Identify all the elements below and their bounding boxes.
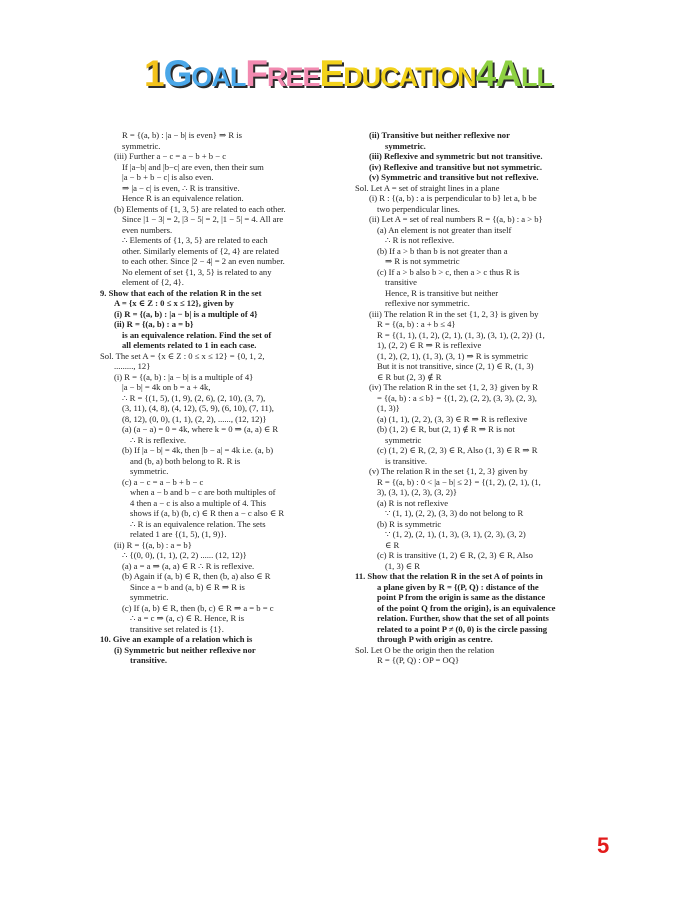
- text-line: (b) Again if (a, b) ∈ R, then (b, a) also ∈ R: [122, 571, 271, 581]
- text-line: ∵ (1, 1), (2, 2), (3, 3) do not belong to R: [385, 508, 524, 518]
- text-line: (ii) Transitive but neither reflexive nor: [369, 130, 510, 140]
- text-line: ∴ R = {(1, 5), (1, 9), (2, 6), (2, 10), (3, 7),: [122, 392, 266, 403]
- text-line: (a) An element is not greater than itself: [377, 224, 512, 235]
- brand-part: G: [163, 53, 192, 94]
- brand-part: F: [245, 53, 267, 94]
- text-line: (iv) Reflexive and transitive but not symmetric.: [369, 161, 543, 172]
- text-line: (c) R is transitive (1, 2) ∈ R, (2, 3) ∈ R, Also: [377, 550, 533, 560]
- text-line: (iii) The relation R in the set {1, 2, 3} is given by: [369, 308, 539, 319]
- text-line: ⇒ |a − c| is even, ∴ R is transitive.: [122, 182, 240, 193]
- text-line: ∴ Elements of {1, 3, 5} are related to each: [122, 235, 268, 245]
- text-line: and (b, a) both belong to R. R is: [130, 455, 241, 466]
- text-line: R = {(a, b) : |a − b| is even} ⇒ R is: [122, 130, 242, 140]
- text-line: (i) R = {(a, b) : |a − b| is a multiple of 4}: [114, 371, 254, 382]
- text-line: (iv) The relation R in the set {1, 2, 3} given by R: [369, 382, 538, 392]
- text-line: transitive set related is {1}.: [130, 623, 224, 634]
- text-line: Sol. The set A = {x ∈ Z : 0 ≤ x ≤ 12} = {0, 1, 2,: [100, 350, 265, 361]
- text-line: of the point Q from the origin}, is an equivalence: [377, 602, 556, 613]
- text-line: (3, 11), (4, 8), (4, 12), (5, 9), (6, 10), (7, 11),: [122, 403, 274, 413]
- text-line: ⇒ R is not symmetric: [385, 256, 460, 266]
- brand-part: 4: [475, 53, 496, 94]
- text-line: Since |1 − 3| = 2, |3 − 5| = 2, |1 − 5| = 4. All are: [122, 214, 284, 224]
- text-line: ∈ R: [385, 539, 400, 550]
- text-line: 10. Give an example of a relation which is: [100, 634, 253, 644]
- text-line: to each other. Since |2 − 4| = 2 an even number.: [122, 256, 285, 266]
- text-line: symmetric.: [130, 466, 169, 476]
- left-column: [100, 130, 350, 666]
- text-line: related to a point P ≠ (0, 0) is the circle passing: [377, 623, 548, 634]
- text-line: symmetric.: [122, 140, 161, 151]
- text-line: symmetric: [385, 434, 422, 445]
- text-line: ∴ R is reflexive.: [130, 434, 187, 445]
- brand-part: REE: [266, 62, 320, 92]
- text-line: point P from the origin is same as the distance: [377, 592, 546, 602]
- text-line: A = {x ∈ Z : 0 ≤ x ≤ 12}, given by: [114, 298, 234, 308]
- right-column: [355, 130, 603, 666]
- text-line: 1), (2, 2) ∈ R ⇒ R is reflexive: [377, 340, 482, 350]
- text-line: reflexive nor symmetric.: [385, 298, 470, 308]
- text-line: (8, 12), (0, 0), (1, 1), (2, 2), ......, (12, 12)}: [122, 413, 267, 424]
- text-line: 11. Show that the relation R in the set A of points in: [355, 571, 543, 581]
- text-line: ∴ R is an equivalence relation. The sets: [130, 518, 266, 529]
- text-line: symmetric.: [130, 592, 169, 602]
- text-line: element of {2, 4}.: [122, 277, 184, 287]
- brand-part: DUCATION: [343, 62, 476, 92]
- text-line: (ii) Let A = set of real numbers R = {(a, b) : a > b}: [369, 214, 543, 224]
- text-line: (c) If (a, b) ∈ R, then (b, c) ∈ R ⇒ a = b = c: [122, 602, 274, 613]
- page-number: 5: [597, 833, 610, 858]
- text-line: (ii) R = {(a, b) : a = b}: [114, 539, 192, 550]
- text-line: (iii) Reflexive and symmetric but not transitive.: [369, 151, 543, 161]
- text-line: (1, 3)}: [377, 403, 400, 413]
- text-line: (a) a = a ⇒ (a, a) ∈ R ∴ R is reflexive.: [122, 560, 255, 571]
- text-line: ........., 12}: [114, 361, 151, 371]
- brand-part: E: [319, 53, 344, 94]
- text-line: (b) (1, 2) ∈ R, but (2, 1) ∉ R ⇒ R is not: [377, 424, 515, 434]
- text-line: (i) Symmetric but neither reflexive nor: [114, 644, 256, 655]
- text-line: (1, 2), (2, 1), (1, 3), (3, 1) ⇒ R is symmetric: [377, 350, 528, 361]
- brand-part: OAL: [191, 62, 246, 92]
- brand-part: LL: [520, 62, 552, 92]
- text-line: (b) R is symmetric: [377, 518, 442, 529]
- text-line: ∴ a = c ⇒ (a, c) ∈ R. Hence, R is: [130, 613, 245, 623]
- text-line: (v) Symmetric and transitive but not reflexive.: [369, 172, 539, 182]
- text-line: ∴ R is not reflexive.: [385, 235, 455, 245]
- brand-part: 1: [144, 53, 164, 94]
- text-line: (i) R = {(a, b) : |a − b| is a multiple of 4}: [114, 308, 258, 319]
- text-line: symmetric.: [385, 140, 426, 151]
- text-line: (1, 3) ∈ R: [385, 560, 421, 571]
- text-line: = {(a, b) : a ≤ b} = {(1, 2), (2, 2), (3, 3), (2, 3),: [377, 392, 537, 403]
- text-line: a plane given by R = {(P, Q) : distance of the: [377, 581, 539, 592]
- text-line: But it is not transitive, since (2, 1) ∈ R, (1, 3): [377, 361, 534, 371]
- text-line: Sol. Let A = set of straight lines in a plane: [355, 182, 500, 193]
- text-line: |a − b + b − c| is also even.: [122, 172, 214, 182]
- text-line: (c) a − c = a − b + b − c: [122, 476, 204, 487]
- text-line: is an equivalence relation. Find the set of: [122, 329, 272, 340]
- text-line: (b) If a > b than b is not greater than a: [377, 245, 508, 256]
- text-line: Hence R is an equivalence relation.: [122, 193, 244, 203]
- text-line: 4 then a − c is also a multiple of 4. This: [130, 497, 266, 508]
- text-line: (a) R is not reflexive: [377, 497, 449, 508]
- text-line: is transitive.: [385, 455, 428, 466]
- text-line: 3), (3, 1), (2, 3), (3, 2)}: [377, 487, 458, 497]
- text-line: (v) The relation R in the set {1, 2, 3} given by: [369, 466, 528, 476]
- brand-part: A: [495, 53, 521, 94]
- text-line: when a − b and b − c are both multiples of: [130, 487, 276, 497]
- text-line: other. Similarly elements of {2, 4} are related: [122, 245, 279, 256]
- text-line: Since a = b and (a, b) ∈ R ⇒ R is: [130, 581, 245, 592]
- text-line: (c) (1, 2) ∈ R, (2, 3) ∈ R, Also (1, 3) ∈ R ⇒ R: [377, 445, 538, 455]
- text-line: Sol. Let O be the origin then the relation: [355, 644, 495, 655]
- text-line: transitive: [385, 277, 417, 287]
- text-line: even numbers.: [122, 224, 173, 235]
- text-line: If |a−b| and |b−c| are even, then their sum: [122, 161, 264, 172]
- text-line: (b) Elements of {1, 3, 5} are related to each other.: [114, 203, 286, 214]
- text-line: all elements related to 1 in each case.: [122, 340, 257, 350]
- text-line: (ii) R = {(a, b) : a = b}: [114, 319, 194, 329]
- text-line: ∵ (1, 2), (2, 1), (1, 3), (3, 1), (2, 3), (3, 2): [385, 529, 526, 539]
- text-line: two perpendicular lines.: [377, 203, 460, 214]
- text-line: related 1 are {(1, 5), (1, 9)}.: [130, 529, 227, 539]
- text-line: (c) If a > b also b > c, then a > c thus R is: [377, 266, 520, 277]
- text-line: (iii) Further a − c = a − b + b − c: [114, 151, 227, 161]
- text-line: through P with origin as centre.: [377, 634, 493, 644]
- text-line: shows if (a, b) (b, c) ∈ R then a − c also ∈ R: [130, 508, 285, 518]
- text-line: R = {(a, b) : a + b ≤ 4}: [377, 319, 456, 329]
- text-line: |a − b| = 4k on b = a + 4k,: [122, 382, 211, 392]
- text-line: (a) (1, 1), (2, 2), (3, 3) ∈ R ⇒ R is reflexive: [377, 413, 528, 424]
- text-line: (b) If |a − b| = 4k, then |b − a| = 4k i.e. (a, b): [122, 445, 274, 455]
- text-line: (i) R : {(a, b) : a is perpendicular to b} let a, b be: [369, 193, 537, 203]
- text-line: 9. Show that each of the relation R in the set: [100, 287, 262, 298]
- text-line: ∴ {(0, 0), (1, 1), (2, 2) ...... (12, 12)}: [122, 550, 247, 560]
- text-line: R = {(P, Q) : OP = OQ}: [377, 655, 460, 665]
- text-line: transitive.: [130, 655, 167, 665]
- text-line: (a) (a − a) = 0 = 4k, where k = 0 ⇒ (a, a) ∈ R: [122, 424, 279, 434]
- text-line: R = {(a, b) : 0 < |a − b| ≤ 2} = {(1, 2), (2, 1), (1,: [377, 476, 541, 487]
- text-line: relation. Further, show that the set of all points: [377, 613, 549, 623]
- site-banner: [0, 52, 696, 99]
- text-line: Hence, R is transitive but neither: [385, 287, 499, 298]
- text-line: ∈ R but (2, 3) ∉ R: [377, 371, 442, 382]
- text-line: R = {(1, 1), (1, 2), (2, 1), (1, 3), (3, 1), (2, 2)} (1,: [377, 329, 545, 340]
- text-line: No element of set {1, 3, 5} is related to any: [122, 266, 272, 277]
